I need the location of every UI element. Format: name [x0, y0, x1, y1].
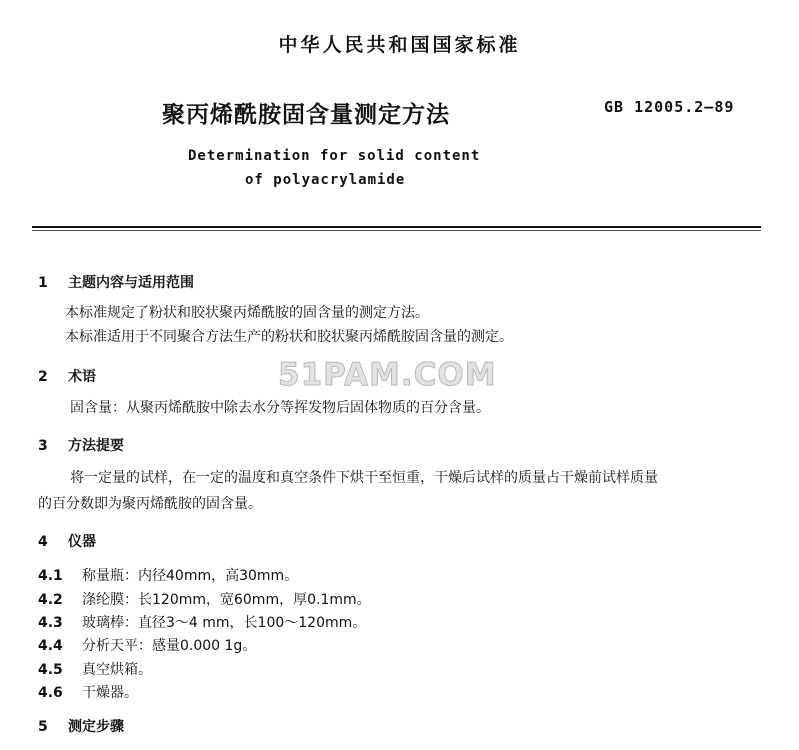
- item-number: 4.3: [38, 615, 63, 631]
- item-text: 涤纶膜：长120mm，宽60mm，厚0.1mm。: [82, 592, 371, 608]
- section-1-para-2: 本标准适用于不同聚合方法生产的粉状和胶状聚丙烯酰胺固含量的测定。: [65, 329, 513, 345]
- english-title-line2: of polyacrylamide: [245, 172, 406, 188]
- section-number: 1: [38, 275, 48, 291]
- item-text: 称量瓶：内径40mm，高30mm。: [82, 568, 299, 584]
- item-number: 4.4: [38, 638, 63, 654]
- instrument-item: [38, 565, 298, 585]
- standard-org-header: 中华人民共和国国家标准: [278, 34, 521, 56]
- standard-code: GB 12005.2—89: [604, 98, 735, 116]
- item-text: 干燥器。: [82, 685, 138, 701]
- instrument-item: [38, 612, 366, 632]
- title-divider-thin: [32, 230, 761, 231]
- section-2-para-1: 固含量：从聚丙烯酰胺中除去水分等挥发物后固体物质的百分含量。: [70, 400, 490, 416]
- document-title: 聚丙烯酰胺固含量测定方法: [162, 102, 450, 128]
- section-title: 仪器: [68, 534, 96, 550]
- item-number: 4.6: [38, 685, 63, 701]
- instrument-item: [38, 635, 256, 655]
- section-title: 主题内容与适用范围: [68, 275, 194, 291]
- instrument-item: [38, 589, 371, 609]
- section-3-para-line-1: 将一定量的试样，在一定的温度和真空条件下烘干至恒重，干燥后试样的质量占干燥前试样质量: [70, 470, 658, 486]
- section-1-heading: [38, 272, 194, 292]
- section-title: 术语: [68, 369, 96, 385]
- item-text: 玻璃棒：直径3～4 mm，长100～120mm。: [82, 615, 367, 631]
- instrument-item: [38, 682, 138, 702]
- instrument-item: [38, 659, 152, 679]
- section-5-heading: [38, 716, 124, 736]
- english-title-line1: Determination for solid content: [188, 148, 481, 164]
- item-text: 分析天平：感量0.000 1g。: [82, 638, 257, 654]
- item-text: 真空烘箱。: [82, 662, 152, 678]
- item-number: 4.1: [38, 568, 63, 584]
- item-number: 4.5: [38, 662, 63, 678]
- section-3-para-line-2: 的百分数即为聚丙烯酰胺的固含量。: [38, 496, 262, 512]
- section-number: 5: [38, 719, 48, 735]
- section-3-heading: [38, 435, 124, 455]
- section-number: 3: [38, 438, 48, 454]
- title-divider: [32, 226, 761, 228]
- section-title: 方法提要: [68, 438, 124, 454]
- item-number: 4.2: [38, 592, 63, 608]
- section-1-para-1: 本标准规定了粉状和胶状聚丙烯酰胺的固含量的测定方法。: [65, 305, 429, 321]
- section-number: 2: [38, 369, 48, 385]
- site-watermark: 51PAM.COM: [278, 357, 497, 393]
- section-4-heading: [38, 531, 96, 551]
- section-2-heading: [38, 366, 96, 386]
- section-number: 4: [38, 534, 48, 550]
- section-title: 测定步骤: [68, 719, 124, 735]
